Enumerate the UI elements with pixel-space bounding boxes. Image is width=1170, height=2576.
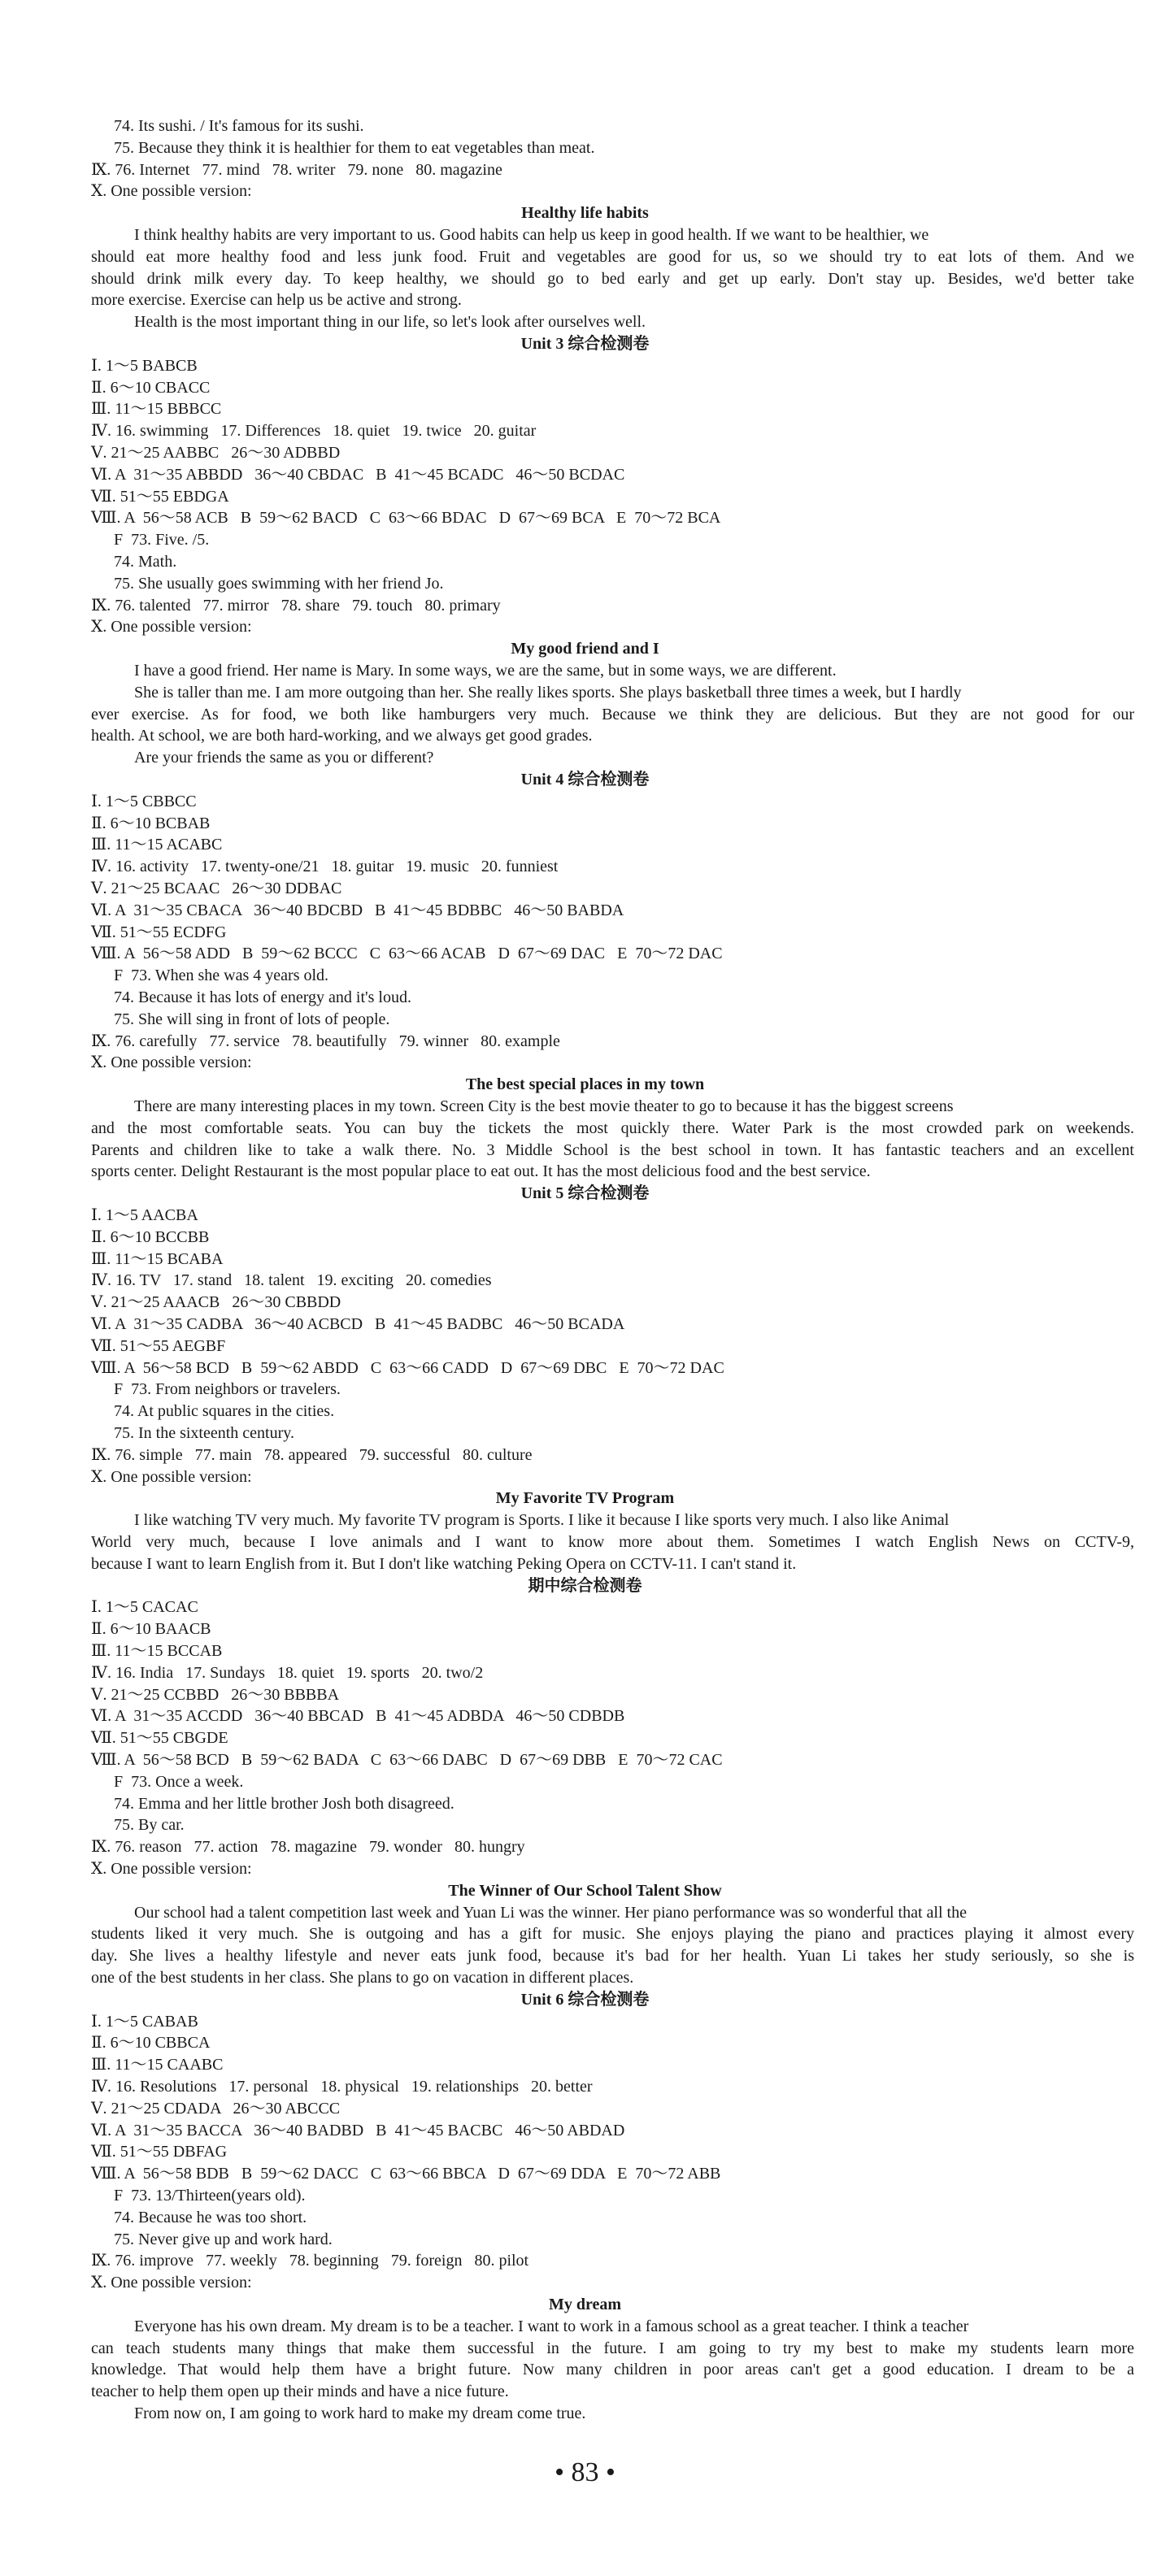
text-line: 75. Never give up and work hard. bbox=[114, 2230, 333, 2248]
section-title: Unit 4 综合检测卷 bbox=[520, 771, 650, 788]
text-line: sports center. Delight Restaurant is the most popular place to eat out. It has the most delicious food and the best service. bbox=[91, 1162, 871, 1181]
text-line: Ⅴ. 21～25 CCBBD 26～30 BBBBA bbox=[91, 1685, 340, 1704]
text-line: Ⅳ. 16. Resolutions 17. personal 18. physical 19. relationships 20. better bbox=[91, 2078, 593, 2096]
text-line: Ⅲ. 11～15 BCCAB bbox=[91, 1642, 223, 1660]
text-line: Ⅹ. One possible version: bbox=[91, 2274, 252, 2292]
text-line: 74. Math. bbox=[114, 553, 177, 571]
text-line: students liked it very much. She is outgoing and has a gift for music. She enjoys playing the piano and practices playing it almost every bbox=[91, 1925, 1134, 1944]
text-line: because I want to learn English from it. But I don't like watching Peking Opera on CCTV-11. I can't stand it. bbox=[91, 1554, 797, 1573]
text-line: Ⅶ. 51～55 CBGDE bbox=[91, 1729, 228, 1748]
text-line: Ⅹ. One possible version: bbox=[91, 1053, 252, 1072]
text-line: I think healthy habits are very important to us. Good habits can help us keep in good health. If we want to be healthier, we bbox=[134, 226, 929, 244]
section-title: My Favorite TV Program bbox=[495, 1489, 675, 1508]
text-line: Ⅰ. 1～5 CBBCC bbox=[91, 792, 197, 810]
text-line: I have a good friend. Her name is Mary. In some ways, we are the same, but in some ways, we are different. bbox=[134, 662, 837, 680]
text-line: day. She lives a healthy lifestyle and never eats junk food, because it's bad for her health. Yuan Li takes her study seriously, so she is bbox=[91, 1947, 1134, 1966]
text-line: F 73. 13/Thirteen(years old). bbox=[114, 2187, 306, 2205]
text-line: Ⅲ. 11～15 ACABC bbox=[91, 836, 223, 854]
text-line: I like watching TV very much. My favorite TV program is Sports. I like it because I like sports very much. I also like Animal bbox=[134, 1511, 950, 1530]
text-line: 74. At public squares in the cities. bbox=[114, 1402, 335, 1421]
section-title: 期中综合检测卷 bbox=[528, 1576, 642, 1595]
text-line: Ⅱ. 6～10 CBBCA bbox=[91, 2034, 211, 2053]
text-line: Ⅴ. 21～25 BCAAC 26～30 DDBAC bbox=[91, 880, 342, 897]
text-line: Ⅶ. 51～55 DBFAG bbox=[91, 2143, 228, 2161]
text-line: Ⅸ. 76. reason 77. action 78. magazine 79. wonder 80. hungry bbox=[91, 1838, 525, 1857]
text-line: Everyone has his own dream. My dream is to be a teacher. I want to work in a famous school as a great teacher. I think a teacher bbox=[134, 2317, 969, 2335]
text-line: 74. Its sushi. / It's famous for its sushi. bbox=[114, 117, 364, 135]
text-line: Ⅰ. 1～5 CACAC bbox=[91, 1598, 198, 1617]
text-line: Ⅷ. A 56～58 BCD B 59～62 ABDD C 63～66 CADD D 67～69 DBC E 70～72 DAC bbox=[91, 1358, 724, 1377]
text-line: 75. She usually goes swimming with her friend Jo. bbox=[114, 574, 444, 593]
text-line: Are your friends the same as you or different? bbox=[134, 749, 434, 767]
text-line: F 73. Once a week. bbox=[114, 1772, 244, 1791]
text-line: Ⅳ. 16. activity 17. twenty-one/21 18. guitar 19. music 20. funniest bbox=[91, 858, 559, 876]
text-line: Ⅳ. 16. swimming 17. Differences 18. quiet 19. twice 20. guitar bbox=[91, 422, 537, 441]
section-title: Unit 6 综合检测卷 bbox=[520, 1990, 650, 2009]
section-title: Unit 3 综合检测卷 bbox=[520, 335, 650, 353]
text-line: Ⅱ. 6～10 BCCBB bbox=[91, 1227, 210, 1246]
text-line: Ⅴ. 21～25 CDADA 26～30 ABCCC bbox=[91, 2099, 341, 2118]
page-number: • 83 • bbox=[555, 2457, 615, 2487]
text-line: World very much, because I love animals and I want to know more about them. Sometimes I watch English News on CCTV-9, bbox=[91, 1533, 1134, 1551]
text-line: 75. Because they think it is healthier for them to eat vegetables than meat. bbox=[114, 138, 595, 157]
text-line: Ⅷ. A 56～58 ACB B 59～62 BACD C 63～66 BDAC D 67～69 BCA E 70～72 BCA bbox=[91, 509, 721, 528]
text-line: Ⅵ. A 31～35 CBACA 36～40 BDCBD B 41～45 BDBBC 46～50 BABDA bbox=[91, 901, 624, 919]
section-title: The Winner of Our School Talent Show bbox=[448, 1881, 722, 1900]
text-line: Ⅵ. A 31～35 ABBDD 36～40 CBDAC B 41～45 BCADC 46～50 BCDAC bbox=[91, 465, 625, 484]
text-line: Ⅸ. 76. talented 77. mirror 78. share 79. touch 80. primary bbox=[91, 596, 501, 615]
text-line: Ⅱ. 6～10 CBACC bbox=[91, 378, 211, 397]
text-line: one of the best students in her class. She plans to go on vacation in different places. bbox=[91, 1969, 634, 1987]
text-line: 75. By car. bbox=[114, 1816, 185, 1835]
text-line: Ⅵ. A 31～35 BACCA 36～40 BADBD B 41～45 BACBC 46～50 ABDAD bbox=[91, 2121, 625, 2139]
text-line: Parents and children like to take a walk there. No. 3 Middle School is the best school in town. It has fantastic teachers and an excellent bbox=[91, 1140, 1134, 1159]
text-line: 74. Because he was too short. bbox=[114, 2208, 307, 2226]
text-line: Ⅰ. 1～5 AACBA bbox=[91, 1206, 198, 1224]
text-line: Ⅲ. 11～15 CAABC bbox=[91, 2056, 224, 2074]
text-line: should eat more healthy food and less junk food. Fruit and vegetables are good for us, so we should try to eat lots of them. And we bbox=[91, 247, 1134, 266]
text-line: Health is the most important thing in our life, so let's look after ourselves well. bbox=[134, 313, 646, 332]
text-line: 74. Emma and her little brother Josh both disagreed. bbox=[114, 1794, 455, 1813]
text-line: Ⅳ. 16. TV 17. stand 18. talent 19. exciting 20. comedies bbox=[91, 1271, 492, 1290]
section-title: Healthy life habits bbox=[521, 204, 649, 223]
text-line: F 73. Five. /5. bbox=[114, 531, 210, 550]
section-title: The best special places in my town bbox=[465, 1075, 705, 1094]
text-line: Ⅹ. One possible version: bbox=[91, 1860, 252, 1878]
section-title: My dream bbox=[548, 2296, 622, 2313]
text-line: Ⅹ. One possible version: bbox=[91, 182, 252, 201]
section-title: My good friend and I bbox=[511, 640, 659, 658]
text-line: Ⅵ. A 31～35 CADBA 36～40 ACBCD B 41～45 BADBC 46～50 BCADA bbox=[91, 1315, 625, 1333]
text-line: Ⅱ. 6～10 BAACB bbox=[91, 1620, 211, 1639]
text-line: Ⅸ. 76. simple 77. main 78. appeared 79. successful 80. culture bbox=[91, 1445, 533, 1464]
text-line: Ⅷ. A 56～58 ADD B 59～62 BCCC C 63～66 ACAB D 67～69 DAC E 70～72 DAC bbox=[91, 945, 723, 963]
section-title: Unit 5 综合检测卷 bbox=[520, 1184, 650, 1203]
text-line: 75. She will sing in front of lots of people. bbox=[114, 1010, 390, 1028]
text-line: health. At school, we are both hard-working, and we always get good grades. bbox=[91, 727, 593, 745]
text-line: and the most comfortable seats. You can buy the tickets the most quickly there. Water Park is the most crowded park on weekends. bbox=[91, 1119, 1134, 1137]
text-line: Ⅰ. 1～5 CABAB bbox=[91, 2012, 198, 2031]
text-line: Ⅰ. 1～5 BABCB bbox=[91, 356, 198, 375]
text-line: more exercise. Exercise can help us be active and strong. bbox=[91, 291, 462, 310]
text-line: knowledge. That would help them have a bright future. Now many children in poor areas can't get a good education. I dream to be a bbox=[91, 2361, 1134, 2379]
text-line: Ⅵ. A 31～35 ACCDD 36～40 BBCAD B 41～45 ADBDA 46～50 CDBDB bbox=[91, 1707, 625, 1726]
text-line: 74. Because it has lots of energy and it's loud. bbox=[114, 988, 411, 1006]
text-line: Ⅶ. 51～55 EBDGA bbox=[91, 487, 229, 506]
text-line: Our school had a talent competition last week and Yuan Li was the winner. Her piano performance was so wonderful that all the bbox=[134, 1903, 967, 1922]
text-line: Ⅳ. 16. India 17. Sundays 18. quiet 19. sports 20. two/2 bbox=[91, 1663, 484, 1682]
text-line: teacher to help them open up their minds and have a nice future. bbox=[91, 2383, 509, 2401]
text-line: F 73. When she was 4 years old. bbox=[114, 967, 329, 985]
text-line: Ⅶ. 51～55 ECDFG bbox=[91, 923, 227, 941]
text-line: She is taller than me. I am more outgoing than her. She really likes sports. She plays basketball three times a week, but I hardly bbox=[134, 683, 962, 702]
text-line: Ⅲ. 11～15 BCABA bbox=[91, 1249, 224, 1268]
text-line: should drink milk every day. To keep healthy, we should go to bed early and get up early. Don't stay up. Besides, we'd better take bbox=[91, 269, 1134, 288]
text-line: Ⅸ. 76. carefully 77. service 78. beautifully 79. winner 80. example bbox=[91, 1032, 560, 1050]
text-line: Ⅷ. A 56～58 BCD B 59～62 BADA C 63～66 DABC D 67～69 DBB E 70～72 CAC bbox=[91, 1751, 723, 1769]
text-line: Ⅶ. 51～55 AEGBF bbox=[91, 1336, 226, 1355]
text-line: can teach students many things that make them successful in the future. I am going to try my best to make my students learn more bbox=[91, 2339, 1134, 2357]
text-line: From now on, I am going to work hard to make my dream come true. bbox=[134, 2404, 586, 2422]
text-line: 75. In the sixteenth century. bbox=[114, 1424, 294, 1442]
text-line: F 73. From neighbors or travelers. bbox=[114, 1380, 341, 1399]
text-line: Ⅹ. One possible version: bbox=[91, 1467, 252, 1486]
text-line: Ⅱ. 6～10 BCBAB bbox=[91, 814, 211, 832]
text-line: Ⅸ. 76. Internet 77. mind 78. writer 79. none 80. magazine bbox=[91, 160, 502, 179]
text-line: Ⅴ. 21～25 AABBC 26～30 ADBBD bbox=[91, 444, 341, 462]
text-line: Ⅸ. 76. improve 77. weekly 78. beginning 79. foreign 80. pilot bbox=[91, 2252, 529, 2270]
text-line: Ⅹ. One possible version: bbox=[91, 618, 252, 636]
text-line: Ⅷ. A 56～58 BDB B 59～62 DACC C 63～66 BBCA D 67～69 DDA E 70～72 ABB bbox=[91, 2165, 721, 2183]
text-line: Ⅲ. 11～15 BBBCC bbox=[91, 400, 222, 419]
text-line: Ⅴ. 21～25 AAACB 26～30 CBBDD bbox=[91, 1293, 341, 1312]
text-line: There are many interesting places in my town. Screen City is the best movie theater to go to because it has the biggest screens bbox=[134, 1097, 954, 1115]
text-line: ever exercise. As for food, we both like hamburgers very much. Because we think they are delicious. But they are not good for our bbox=[91, 705, 1134, 723]
